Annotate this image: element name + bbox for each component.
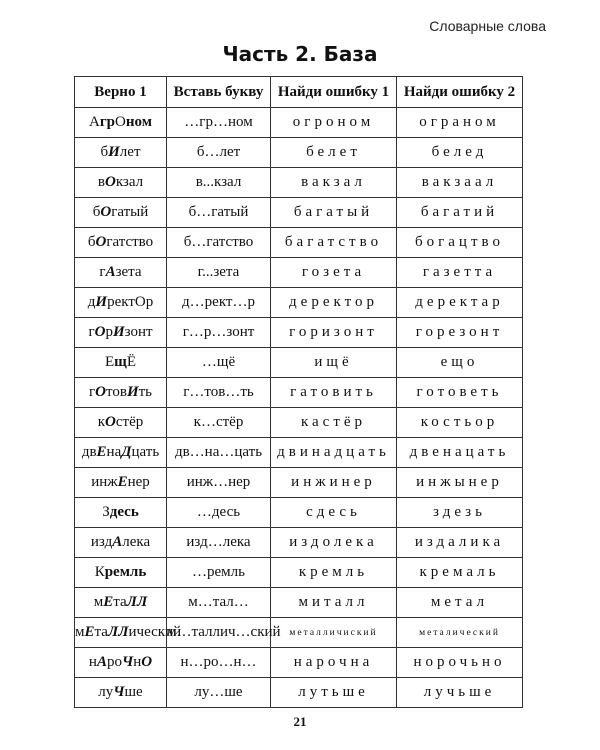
find-error-2-cell: вакзаал: [397, 168, 523, 198]
highlighted-letters: О: [95, 234, 107, 250]
word-segment: г: [99, 264, 106, 280]
insert-letter-cell: …гр…ном: [167, 108, 271, 138]
insert-letter-cell: …ремль: [167, 558, 271, 588]
highlighted-letters: И: [126, 384, 139, 400]
column-header-find-error-2: Найди ошибку 2: [397, 77, 523, 108]
table-row: [75, 678, 523, 708]
insert-letter-cell: дв…на…цать: [167, 438, 271, 468]
word-segment: ический: [128, 624, 182, 640]
find-error-2-cell: издалика: [397, 528, 523, 558]
highlighted-letters: Е: [84, 624, 95, 640]
correct-word-cell: [75, 588, 167, 618]
word-segment: гатство: [106, 234, 154, 250]
insert-letter-cell: б…гатство: [167, 228, 271, 258]
column-header-insert-letter: Вставь букву: [167, 77, 271, 108]
column-header-correct: Верно 1: [75, 77, 167, 108]
highlighted-letters: ЛЛ: [107, 624, 129, 640]
table-row: [75, 408, 523, 438]
highlighted-letters: И: [112, 324, 125, 340]
word-segment: лу: [98, 684, 114, 700]
find-error-2-cell: металический: [397, 618, 523, 648]
highlighted-letters: О: [104, 174, 116, 190]
correct-word-cell: [75, 408, 167, 438]
correct-word-cell: [75, 348, 167, 378]
highlighted-letters: Ч: [113, 684, 125, 700]
highlighted-letters: Д: [121, 444, 132, 460]
word-segment: тов: [105, 384, 127, 400]
find-error-1-cell: горизонт: [271, 318, 397, 348]
word-segment: г: [88, 384, 96, 400]
word-segment: к: [97, 414, 106, 430]
highlighted-letters: гр: [99, 114, 116, 130]
table-row: [75, 288, 523, 318]
word-segment: кзал: [115, 174, 144, 190]
word-segment: н: [88, 654, 97, 670]
insert-letter-cell: г…тов…ть: [167, 378, 271, 408]
insert-letter-cell: м…тал…: [167, 588, 271, 618]
correct-word-cell: [75, 258, 167, 288]
find-error-2-cell: кремаль: [397, 558, 523, 588]
table-row: [75, 138, 523, 168]
word-segment: изд: [90, 534, 113, 550]
word-segment: н: [133, 654, 142, 670]
table-row: [75, 228, 523, 258]
word-segment: д: [87, 294, 96, 310]
insert-letter-cell: г...зета: [167, 258, 271, 288]
word-segment: К: [94, 564, 105, 580]
find-error-2-cell: двенацать: [397, 438, 523, 468]
find-error-2-cell: метал: [397, 588, 523, 618]
correct-word-cell: [75, 168, 167, 198]
correct-word-cell: [75, 528, 167, 558]
find-error-2-cell: горезонт: [397, 318, 523, 348]
word-segment: на: [106, 444, 122, 460]
word-segment: та: [94, 624, 108, 640]
table-row: [75, 528, 523, 558]
column-header-find-error-1: Найди ошибку 1: [271, 77, 397, 108]
word-segment: ректОр: [107, 294, 154, 310]
word-segment: ть: [138, 384, 153, 400]
highlighted-letters: Е: [117, 474, 128, 490]
table-header-row: [75, 77, 523, 108]
correct-word-cell: [75, 228, 167, 258]
find-error-1-cell: гатовить: [271, 378, 397, 408]
find-error-1-cell: белет: [271, 138, 397, 168]
highlighted-letters: О: [94, 324, 106, 340]
highlighted-letters: О: [141, 654, 153, 670]
word-segment: Ё: [126, 354, 136, 370]
find-error-1-cell: огроном: [271, 108, 397, 138]
find-error-2-cell: лучьше: [397, 678, 523, 708]
word-segment: в: [97, 174, 105, 190]
word-segment: м: [75, 624, 85, 640]
correct-word-cell: [75, 648, 167, 678]
word-segment: лека: [122, 534, 151, 550]
insert-letter-cell: д…рект…р: [167, 288, 271, 318]
highlighted-letters: десь: [109, 504, 139, 520]
insert-letter-cell: б…гатый: [167, 198, 271, 228]
highlighted-letters: Е: [96, 444, 107, 460]
word-segment: г: [88, 324, 95, 340]
find-error-1-cell: инжинер: [271, 468, 397, 498]
highlighted-letters: ЛЛ: [126, 594, 148, 610]
word-segment: З: [102, 504, 110, 520]
word-segment: нер: [127, 474, 150, 490]
table-row: [75, 618, 523, 648]
find-error-2-cell: деректар: [397, 288, 523, 318]
table-row: [75, 168, 523, 198]
highlighted-letters: О: [105, 414, 116, 430]
word-segment: стёр: [115, 414, 144, 430]
find-error-1-cell: деректор: [271, 288, 397, 318]
table-row: [75, 468, 523, 498]
insert-letter-cell: …десь: [167, 498, 271, 528]
word-segment: А: [89, 114, 100, 130]
find-error-2-cell: ещо: [397, 348, 523, 378]
word-segment: лет: [119, 144, 141, 160]
correct-word-cell: [75, 498, 167, 528]
correct-word-cell: [75, 318, 167, 348]
highlighted-letters: ном: [125, 114, 152, 130]
insert-letter-cell: г…р…зонт: [167, 318, 271, 348]
find-error-1-cell: миталл: [271, 588, 397, 618]
correct-word-cell: [75, 438, 167, 468]
word-segment: О: [115, 114, 126, 130]
insert-letter-cell: б…лет: [167, 138, 271, 168]
highlighted-letters: Ч: [121, 654, 134, 670]
highlighted-letters: щ: [114, 354, 127, 370]
insert-letter-cell: изд…лека: [167, 528, 271, 558]
correct-word-cell: [75, 108, 167, 138]
highlighted-letters: А: [96, 654, 107, 670]
find-error-1-cell: сдесь: [271, 498, 397, 528]
table-row: [75, 348, 523, 378]
word-segment: Е: [104, 354, 115, 370]
correct-word-cell: [75, 468, 167, 498]
find-error-2-cell: белед: [397, 138, 523, 168]
correct-word-cell: [75, 138, 167, 168]
find-error-1-cell: багатый: [271, 198, 397, 228]
find-error-2-cell: багатий: [397, 198, 523, 228]
find-error-1-cell: металличиский: [271, 618, 397, 648]
highlighted-letters: Е: [103, 594, 114, 610]
word-segment: та: [113, 594, 127, 610]
find-error-2-cell: костьор: [397, 408, 523, 438]
find-error-2-cell: богацтво: [397, 228, 523, 258]
find-error-2-cell: готоветь: [397, 378, 523, 408]
find-error-1-cell: лутьше: [271, 678, 397, 708]
table-row: [75, 438, 523, 468]
find-error-1-cell: багатство: [271, 228, 397, 258]
highlighted-letters: ремль: [104, 564, 147, 580]
table-row: [75, 498, 523, 528]
table-row: [75, 378, 523, 408]
insert-letter-cell: к…стёр: [167, 408, 271, 438]
table-row: [75, 588, 523, 618]
word-segment: инж: [91, 474, 118, 490]
correct-word-cell: [75, 378, 167, 408]
word-segment: б: [100, 144, 109, 160]
table-row: [75, 558, 523, 588]
word-segment: дв: [81, 444, 97, 460]
word-segment: ше: [124, 684, 143, 700]
table-row: [75, 258, 523, 288]
find-error-1-cell: двинадцать: [271, 438, 397, 468]
page-number: 21: [293, 714, 307, 729]
correct-word-cell: [75, 198, 167, 228]
word-segment: б: [92, 204, 101, 220]
find-error-1-cell: издолека: [271, 528, 397, 558]
highlighted-letters: И: [108, 144, 120, 160]
correct-word-cell: [75, 618, 182, 648]
table-row: [75, 108, 523, 138]
running-header: Словарные слова: [429, 18, 546, 34]
insert-letter-cell: инж…нер: [167, 468, 271, 498]
highlighted-letters: О: [95, 384, 106, 400]
find-error-2-cell: газетта: [397, 258, 523, 288]
find-error-1-cell: нарочна: [271, 648, 397, 678]
find-error-1-cell: ищё: [271, 348, 397, 378]
find-error-2-cell: норочьно: [397, 648, 523, 678]
find-error-2-cell: инжынер: [397, 468, 523, 498]
highlighted-letters: А: [112, 534, 123, 550]
word-segment: гатый: [111, 204, 149, 220]
find-error-1-cell: кастёр: [271, 408, 397, 438]
correct-word-cell: [75, 558, 167, 588]
word-segment: р: [105, 324, 113, 340]
find-error-1-cell: кремль: [271, 558, 397, 588]
word-segment: ро: [106, 654, 122, 670]
highlighted-letters: А: [105, 264, 116, 280]
find-error-2-cell: здезь: [397, 498, 523, 528]
insert-letter-cell: м…таллич…ский: [167, 618, 271, 648]
correct-word-cell: [75, 288, 167, 318]
insert-letter-cell: н…ро…н…: [167, 648, 271, 678]
word-segment: м: [93, 594, 104, 610]
table-row: [75, 648, 523, 678]
insert-letter-cell: лу…ше: [167, 678, 271, 708]
word-segment: б: [87, 234, 96, 250]
table-row: [75, 198, 523, 228]
find-error-2-cell: ограном: [397, 108, 523, 138]
word-segment: цать: [131, 444, 160, 460]
insert-letter-cell: в...кзал: [167, 168, 271, 198]
find-error-1-cell: вакзал: [271, 168, 397, 198]
highlighted-letters: И: [95, 294, 108, 310]
word-segment: зета: [115, 264, 142, 280]
correct-word-cell: [75, 678, 167, 708]
insert-letter-cell: …щё: [167, 348, 271, 378]
page-title: Часть 2. База: [222, 42, 378, 66]
table-row: [75, 318, 523, 348]
vocabulary-table: [74, 76, 523, 708]
word-segment: зонт: [124, 324, 153, 340]
find-error-1-cell: гозета: [271, 258, 397, 288]
highlighted-letters: О: [100, 204, 112, 220]
